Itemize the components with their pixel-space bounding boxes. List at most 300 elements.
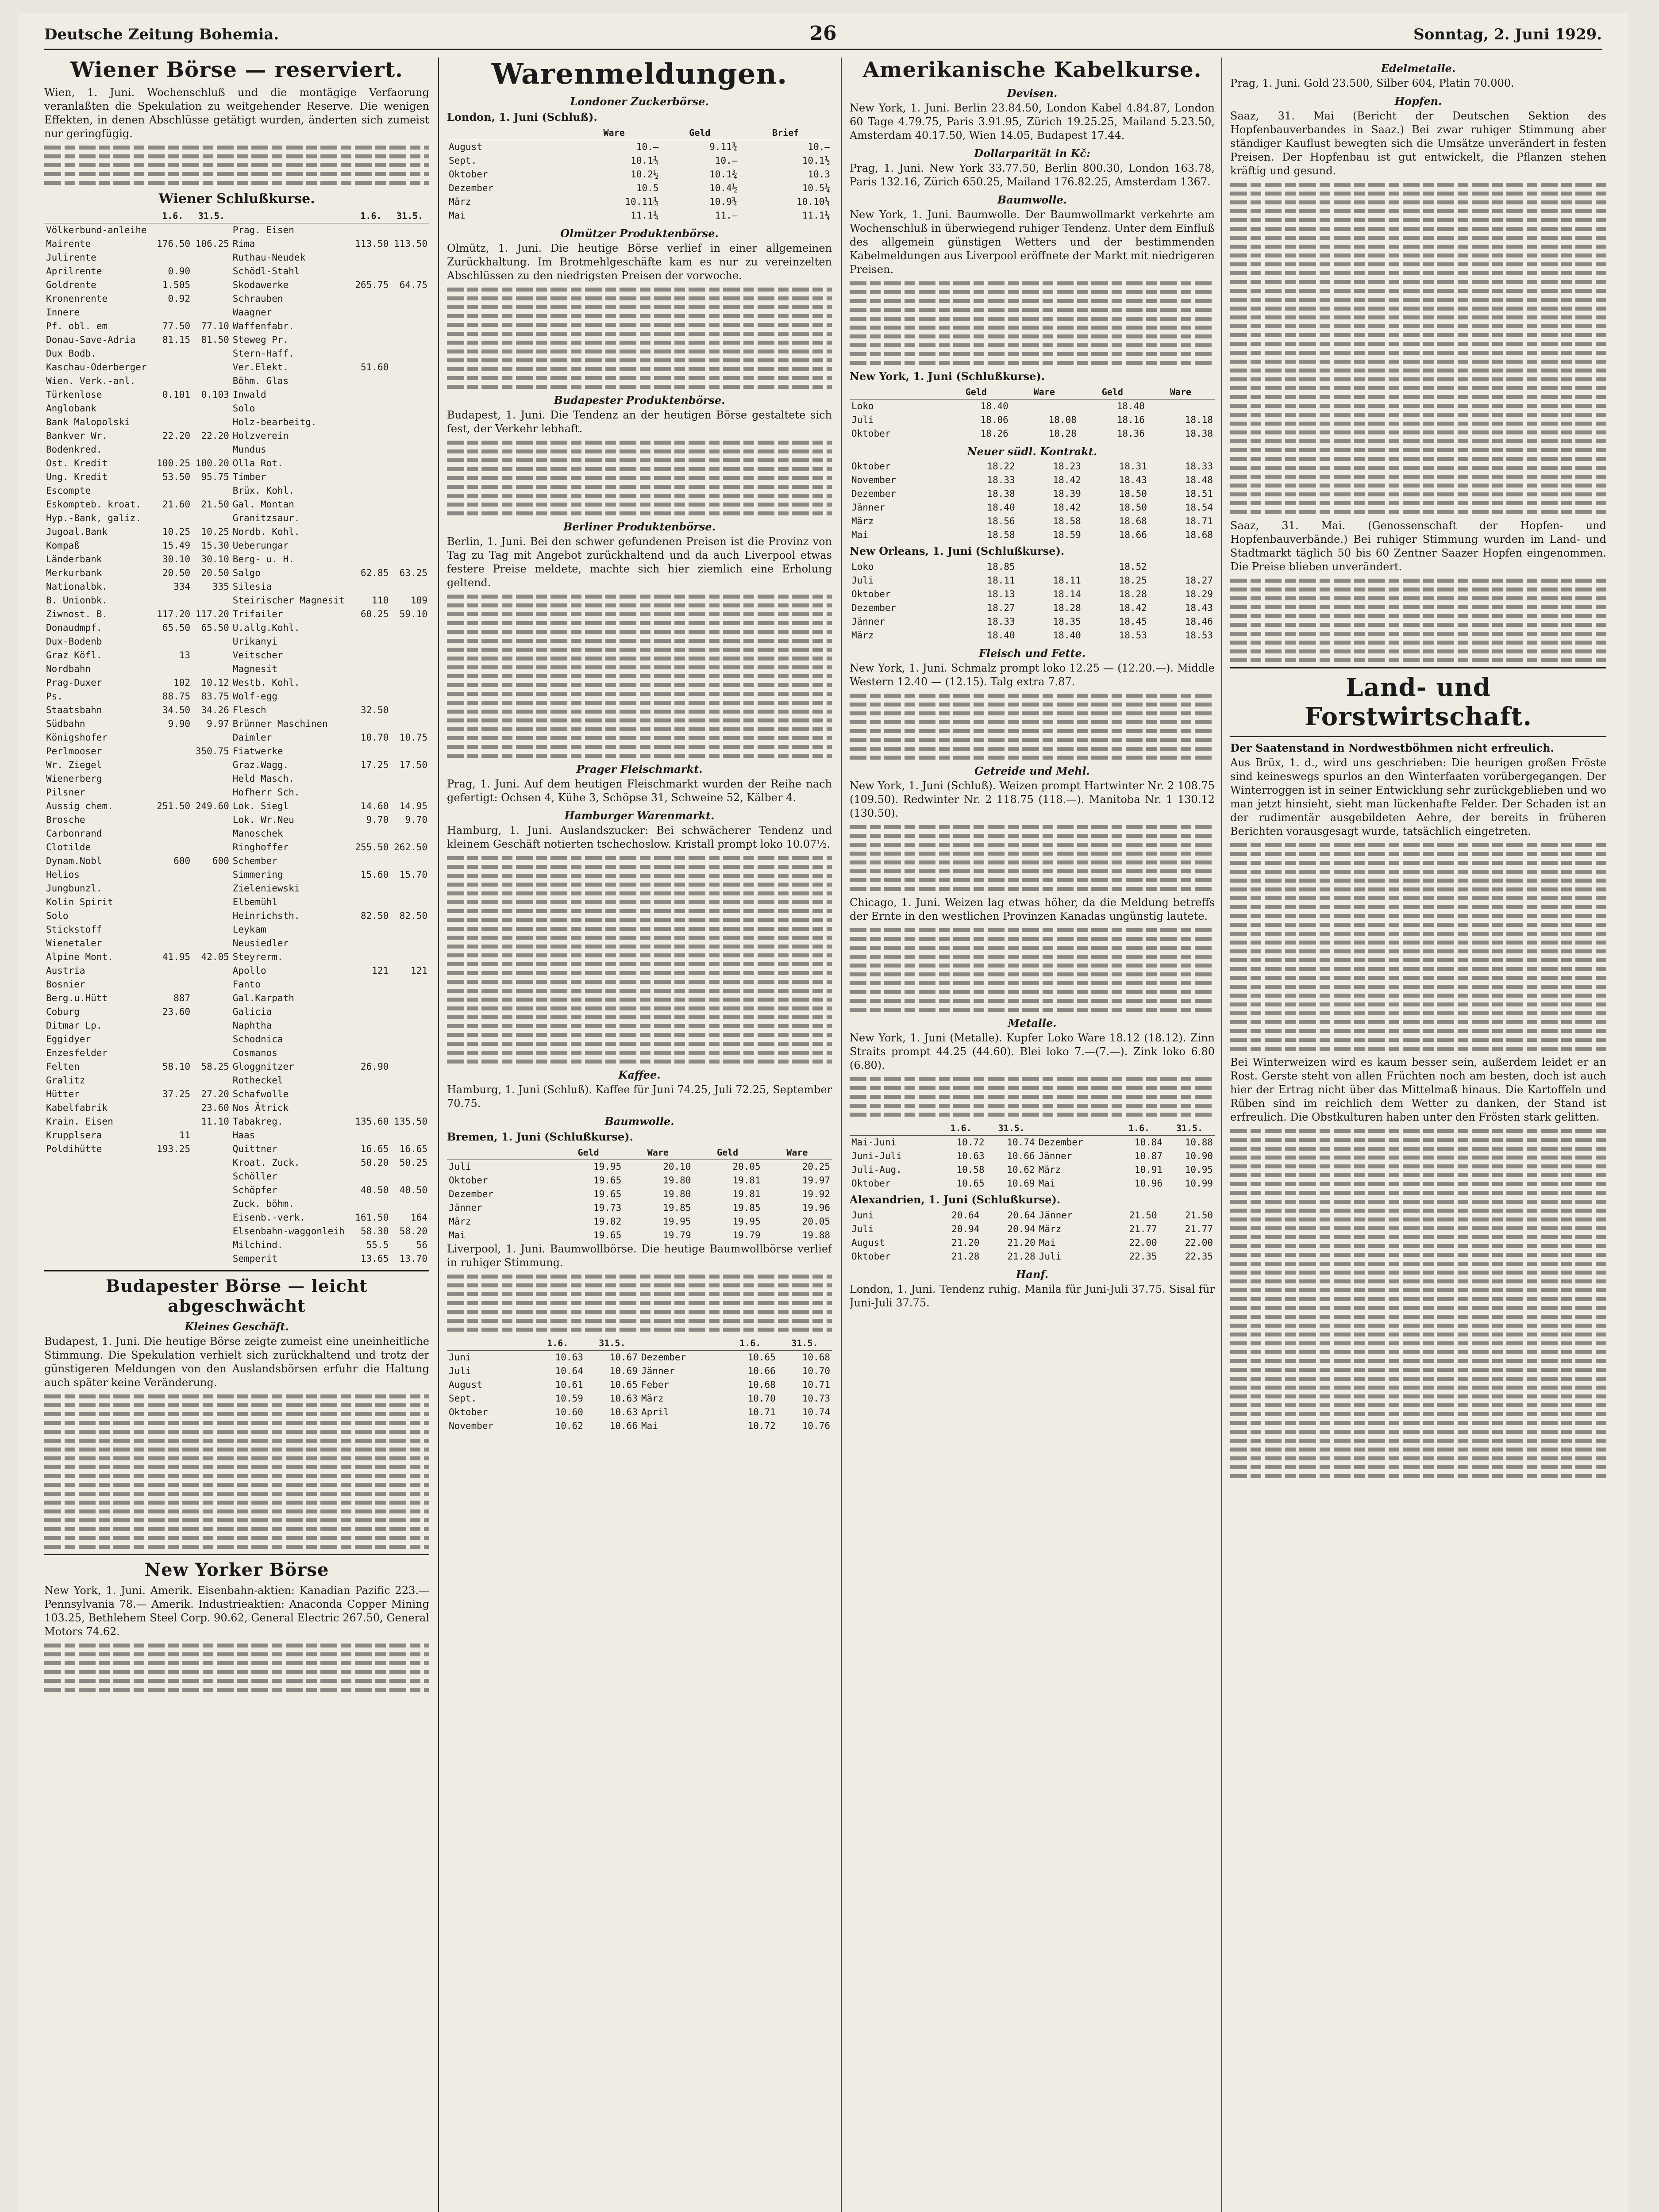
table-cell: Mundus: [232, 444, 266, 455]
hopfen-text-2: Saaz, 31. Mai. (Genossenschaft der Hopfen- und Hopfenbauverbände.) Bei ruhiger Stimmung wurden im Land- und Stadtmarkt täglich 50 bis 60 Zentner Saazer Hopfen eingenommen. Die Preise blieben unverändert.: [1230, 519, 1606, 573]
table-cell: [44, 1156, 153, 1170]
table-cell: [153, 1211, 192, 1225]
table-cell: Olla Rot.: [232, 458, 283, 469]
table-cell: [153, 882, 192, 895]
table-header-cell: 1.6.: [1114, 1121, 1164, 1136]
table-cell: [352, 553, 391, 566]
table-cell: 10.63: [956, 1151, 985, 1161]
table-row: [44, 415, 429, 429]
table-cell: 20.50: [201, 568, 229, 578]
table-cell: [390, 1197, 429, 1211]
table-cell: 22.00: [1185, 1237, 1213, 1248]
table-cell: [352, 443, 391, 457]
table-cell: 13.70: [399, 1253, 427, 1264]
table-cell: 10.12: [201, 677, 229, 688]
table-cell: [390, 854, 429, 868]
table-cell: Juni-Juli: [851, 1151, 902, 1161]
table-cell: Jänner: [1038, 1151, 1072, 1161]
table-cell: [44, 1197, 153, 1211]
table-cell: 18.28: [1119, 589, 1147, 599]
table-cell: Wienerberg: [46, 773, 102, 784]
masthead-paper-name: Deutsche Zeitung Bohemia.: [44, 26, 279, 43]
table-row: [44, 374, 429, 388]
table-cell: [390, 415, 429, 429]
table-cell: 21.28: [1007, 1251, 1035, 1262]
table-row: [44, 553, 429, 566]
table-cell: 19.79: [732, 1230, 761, 1240]
column-wiener-boerse: [44, 58, 429, 2212]
table-cell: Zieleniewski: [232, 883, 300, 894]
table-cell: 121: [372, 965, 389, 976]
table-row: [44, 813, 429, 827]
table-row: [447, 1174, 832, 1187]
text-filler: [850, 825, 1215, 891]
hamburger-warenmarkt-text: Hamburg, 1. Juni. Auslandszucker: Bei schwächerer Tendenz und kleinem Geschäft notierten tschechoslow. Kristall prompt loko 10.07½.: [447, 824, 832, 850]
table-cell: Sept.: [449, 1393, 477, 1404]
table-cell: 34.50: [162, 705, 191, 715]
table-cell: [153, 813, 192, 827]
table-cell: 18.53: [1119, 630, 1147, 641]
table-cell: 164: [411, 1212, 427, 1223]
table-cell: 83.75: [201, 691, 229, 702]
table-cell: 18.52: [1119, 561, 1147, 572]
table-cell: 20.25: [802, 1161, 830, 1172]
table-cell: [153, 1046, 192, 1060]
table-cell: 335: [212, 581, 229, 592]
table-cell: Neusiedler: [232, 938, 289, 949]
table-cell: 10.87: [1134, 1151, 1163, 1161]
table-row: [44, 758, 429, 772]
table-cell: 10.72: [956, 1137, 985, 1148]
table-cell: [192, 635, 231, 649]
table-row: [44, 251, 429, 265]
table-row: [850, 473, 1215, 487]
table-cell: [390, 635, 429, 649]
table-cell: [192, 649, 231, 662]
table-cell: [352, 1005, 391, 1019]
table-row: [44, 937, 429, 950]
table-cell: 11.1¾: [631, 210, 659, 221]
table-cell: [352, 429, 391, 443]
table-cell: 14.60: [361, 801, 389, 811]
table-cell: März: [641, 1393, 664, 1404]
table-cell: 18.31: [1119, 461, 1147, 472]
table-row: [44, 429, 429, 443]
table-row: [44, 621, 429, 635]
table-row: [44, 278, 429, 292]
table-cell: [352, 621, 391, 635]
table-header-cell: Geld: [1078, 385, 1147, 399]
table-cell: 135.60: [355, 1116, 389, 1127]
table-cell: [192, 511, 231, 525]
table-row: [850, 413, 1215, 427]
table-cell: 21.20: [951, 1237, 980, 1248]
table-cell: 22.00: [1129, 1237, 1157, 1248]
table-cell: Enzesfelder: [46, 1048, 108, 1058]
table-cell: [352, 1046, 391, 1060]
table-cell: Aussig chem.: [46, 801, 113, 811]
table-cell: Oktober: [851, 1178, 891, 1189]
table-row: [44, 566, 429, 580]
table-cell: [352, 511, 391, 525]
table-cell: [390, 511, 429, 525]
table-cell: Austria: [46, 965, 85, 976]
table-cell: 81.15: [162, 334, 191, 345]
table-row: [44, 1129, 429, 1142]
table-cell: 10.3: [808, 169, 830, 180]
table-row: [850, 588, 1215, 601]
table-cell: [192, 594, 231, 607]
table-cell: 22.35: [1185, 1251, 1213, 1262]
table-row: [447, 140, 832, 154]
zucker-title: Londoner Zuckerbörse.: [570, 95, 709, 108]
table-row: [44, 484, 429, 498]
table-cell: Milchind.: [232, 1240, 283, 1250]
table-cell: 19.81: [732, 1189, 761, 1199]
text-filler: [447, 288, 832, 389]
table-cell: 262.50: [394, 842, 427, 853]
table-cell: 20.05: [732, 1161, 761, 1172]
table-row: [447, 1378, 832, 1392]
table-cell: [352, 827, 391, 841]
table-header-cell: 1.6.: [936, 1121, 986, 1136]
table-cell: 10.66: [609, 1421, 638, 1431]
table-cell: [352, 580, 391, 594]
table-row: [44, 690, 429, 703]
table-cell: 88.75: [162, 691, 191, 702]
table-cell: [44, 1238, 153, 1252]
table-cell: 15.30: [201, 540, 229, 551]
table-cell: [352, 457, 391, 470]
table-cell: 9.90: [168, 718, 191, 729]
table-cell: 10.71: [747, 1407, 776, 1417]
table-cell: Ver.Elekt.: [232, 362, 289, 373]
table-row: [44, 895, 429, 909]
table-cell: 102: [173, 677, 191, 688]
baumwolle-title: Baumwolle.: [604, 1115, 674, 1128]
table-cell: 10.65: [747, 1352, 776, 1363]
table-cell: Kompaß: [46, 540, 80, 551]
table-cell: 10.60: [555, 1407, 583, 1417]
table-cell: Eskompteb. kroat.: [46, 499, 141, 510]
table-cell: Ziwnost. B.: [46, 609, 108, 619]
table-cell: 10.70: [361, 732, 389, 743]
table-cell: Oktober: [449, 169, 488, 180]
section-title-wiener-boerse: Wiener Börse — reserviert.: [70, 58, 403, 82]
table-cell: 21.20: [1007, 1237, 1035, 1248]
table-row: [850, 1136, 1215, 1150]
table-cell: [390, 402, 429, 415]
table-cell: 21.77: [1185, 1224, 1213, 1234]
table-cell: [390, 306, 429, 319]
table-cell: 10.64: [555, 1366, 583, 1376]
table-cell: 18.16: [1116, 415, 1145, 425]
table-header-cell: Ware: [1010, 385, 1078, 399]
table-header-cell: Ware: [762, 1146, 832, 1160]
table-title-wiener-schlusskurse: Wiener Schlußkurse.: [158, 191, 315, 207]
table-cell: [390, 470, 429, 484]
table-cell: Jungbunzl.: [46, 883, 102, 894]
table-cell: 18.54: [1185, 502, 1213, 513]
table-row: [44, 1074, 429, 1087]
table-cell: [153, 1019, 192, 1033]
table-cell: [192, 292, 231, 306]
table-cell: [390, 443, 429, 457]
table-cell: 9.70: [366, 814, 389, 825]
table-cell: Manoschek: [232, 828, 283, 839]
table-cell: 18.40: [980, 401, 1008, 411]
table-cell: [352, 319, 391, 333]
table-cell: Steweg Pr.: [232, 334, 289, 345]
table-cell: Holzverein: [232, 430, 289, 441]
berlin-produkten-title: Berliner Produktenbörse.: [563, 520, 716, 533]
table-cell: Gralitz: [46, 1075, 85, 1086]
table-cell: 10.63: [609, 1407, 638, 1417]
table-cell: 19.92: [802, 1189, 830, 1199]
table-cell: [390, 991, 429, 1005]
table-cell: 18.58: [1053, 516, 1081, 526]
table-cell: [390, 223, 429, 238]
table-cell: 19.82: [593, 1216, 622, 1227]
table-cell: Schodnica: [232, 1034, 283, 1045]
table-cell: Wienetaler: [46, 938, 102, 949]
table-cell: Mai: [449, 1230, 466, 1240]
alexandrien-table: [850, 1209, 1215, 1263]
table-cell: Steirischer Magnesit: [232, 595, 345, 606]
table-header-cell: [447, 1336, 531, 1351]
table-cell: [352, 525, 391, 539]
table-cell: 32.50: [361, 705, 389, 715]
table-row: [44, 1087, 429, 1101]
table-cell: Eggidyer: [46, 1034, 91, 1045]
table-cell: Wr. Ziegel: [46, 760, 102, 770]
kontrakt-title: Neuer südl. Kontrakt.: [967, 445, 1097, 458]
table-cell: 19.79: [663, 1230, 691, 1240]
table-cell: Quittner: [232, 1144, 277, 1154]
table-cell: Oktober: [851, 428, 891, 439]
table-cell: [153, 868, 192, 882]
table-cell: [192, 1252, 231, 1266]
budapester-boerse-subtitle: Kleines Geschäft.: [185, 1320, 289, 1333]
table-row: [44, 703, 429, 717]
table-cell: [153, 511, 192, 525]
table-cell: 10.25: [162, 526, 191, 537]
table-cell: 10.1½: [802, 155, 830, 166]
table-cell: Schrauben: [232, 293, 283, 304]
table-cell: [390, 1060, 429, 1074]
table-cell: 109: [411, 595, 427, 606]
table-header-cell: [850, 385, 942, 399]
table-cell: 16.65: [361, 1144, 389, 1154]
prager-fleischmarkt-text: Prag, 1. Juni. Auf dem heutigen Fleischmarkt wurden der Reihe nach gefertigt: Ochsen 4, Kühe 3, Schöpse 31, Schweine 52, Kälber 4.: [447, 778, 832, 804]
table-cell: [192, 1019, 231, 1033]
table-cell: Ps.: [46, 691, 63, 702]
table-cell: [153, 361, 192, 374]
table-cell: August: [851, 1237, 885, 1248]
table-cell: 65.50: [201, 622, 229, 633]
table-cell: 135.50: [394, 1116, 427, 1127]
table-row: [850, 560, 1215, 574]
table-row: [447, 209, 832, 223]
table-cell: [390, 484, 429, 498]
table-cell: Veitscher: [232, 650, 283, 661]
table-cell: 18.33: [1185, 461, 1213, 472]
table-cell: 10.9¾: [709, 196, 738, 207]
new-orleans-dateline: New Orleans, 1. Juni (Schlußkurse).: [850, 545, 1065, 557]
table-cell: Ringhoffer: [232, 842, 289, 853]
table-cell: Nationalbk.: [46, 581, 108, 592]
table-cell: Semperit: [232, 1253, 277, 1264]
table-cell: Holz-bearbeitg.: [232, 417, 317, 427]
table-cell: 19.95: [593, 1161, 622, 1172]
table-cell: 42.05: [201, 952, 229, 962]
land-text: Aus Brüx, 1. d., wird uns geschrieben: Die heurigen großen Fröste sind keineswegs spurlos an den Winterfaaten vorübergegangen. Der Winterroggen ist in seiner Entwicklung sehr zurückgeblieben und wo man jetzt hinsieht, sieht man lückenhafte Felder. Der Schaden ist an der rudimentär ausgebildeten Aehre, der bereits in früheren Berichten vorausgesagt wurde, tatsächlich eingetreten.: [1230, 757, 1606, 837]
table-cell: Gal. Montan: [232, 499, 294, 510]
kaffee-title: Kaffee.: [618, 1068, 661, 1081]
table-cell: Gal.Karpath: [232, 993, 294, 1003]
table-row: [44, 498, 429, 511]
table-cell: 255.50: [355, 842, 389, 853]
devisen-text: New York, 1. Juni. Berlin 23.84.50, London Kabel 4.84.87, London 60 Tage 4.79.75, Paris 3.91.95, Zürich 19.25.25, Mailand 5.23.50, Amsterdam 40.17.50, Wien 14.05, Budapest 17.44.: [850, 102, 1215, 142]
budapest-produkten-text: Budapest, 1. Juni. Die Tendenz an der heutigen Börse gestaltete sich fest, der Verkehr lebhaft.: [447, 409, 832, 435]
table-cell: 18.59: [1053, 530, 1081, 540]
table-cell: Dezember: [449, 1189, 494, 1199]
table-cell: 10.88: [1185, 1137, 1213, 1148]
newspaper-page: [18, 13, 1628, 2212]
table-row: [44, 1156, 429, 1170]
table-cell: 18.40: [987, 630, 1015, 641]
table-header-cell: [44, 209, 153, 223]
table-cell: [352, 717, 391, 731]
table-cell: [153, 1252, 192, 1266]
table-cell: 110: [372, 595, 389, 606]
dollar-paritaet-text: Prag, 1. Juni. New York 33.77.50, Berlin 800.30, London 163.78, Paris 132.16, Zürich 650.25, Mailand 176.82.25, Amsterdam 1367.: [850, 162, 1215, 188]
table-cell: 56: [416, 1240, 427, 1250]
table-row: [447, 1187, 832, 1201]
table-cell: Dezember: [1038, 1137, 1083, 1148]
table-cell: [192, 278, 231, 292]
table-cell: [390, 525, 429, 539]
table-cell: Juni: [851, 1210, 874, 1221]
table-row: [44, 1211, 429, 1225]
table-header-cell: Brief: [739, 126, 832, 140]
table-cell: Schöller: [232, 1171, 277, 1182]
table-cell: Mai: [641, 1421, 658, 1431]
table-cell: 10.10¼: [797, 196, 830, 207]
table-cell: [192, 895, 231, 909]
table-cell: [44, 1211, 153, 1225]
table-cell: [192, 1033, 231, 1046]
table-cell: [153, 1074, 192, 1087]
table-header-cell: 1.6.: [153, 209, 192, 223]
table-cell: [192, 964, 231, 978]
table-cell: 18.14: [1053, 589, 1081, 599]
table-cell: 30.10: [201, 554, 229, 565]
table-cell: März: [449, 1216, 471, 1227]
table-cell: Alpine Mont.: [46, 952, 113, 962]
table-row: [44, 635, 429, 649]
table-row: [44, 909, 429, 923]
table-cell: [390, 361, 429, 374]
table-cell: 18.71: [1185, 516, 1213, 526]
new-orleans-table: [850, 560, 1215, 642]
table-cell: Kabelfabrik: [46, 1102, 108, 1113]
table-cell: Apollo: [232, 965, 266, 976]
table-cell: Juli: [851, 1224, 874, 1234]
table-cell: Jänner: [449, 1202, 482, 1213]
table-row: [44, 1005, 429, 1019]
masthead-date: Sonntag, 2. Juni 1929.: [1413, 26, 1602, 43]
table-cell: [352, 347, 391, 361]
table-cell: [390, 429, 429, 443]
table-cell: [192, 374, 231, 388]
table-cell: 18.53: [1185, 630, 1213, 641]
table-cell: Dux Bodb.: [46, 348, 96, 359]
column-rule: [1221, 58, 1222, 2212]
table-row: [44, 319, 429, 333]
table-cell: 18.48: [1185, 475, 1213, 485]
table-cell: 58.20: [399, 1226, 427, 1237]
table-cell: Bank Malopolski: [46, 417, 130, 427]
table-cell: [352, 374, 391, 388]
table-header-cell: 31.5.: [585, 1336, 639, 1351]
table-cell: [352, 991, 391, 1005]
table-cell: [352, 306, 391, 319]
table-cell: Waagner: [232, 307, 272, 318]
table-cell: 18.39: [1053, 488, 1081, 499]
table-row: [44, 1170, 429, 1183]
table-cell: Wien. Verk.-anl.: [46, 376, 136, 386]
table-cell: April: [641, 1407, 670, 1417]
table-cell: [352, 1019, 391, 1033]
table-cell: 13.65: [361, 1253, 389, 1264]
table-cell: [390, 621, 429, 635]
table-cell: [192, 1129, 231, 1142]
table-header-cell: Geld: [693, 1146, 762, 1160]
budapester-boerse-text: Budapest, 1. Juni. Die heutige Börse zeigte zumeist eine uneinheitliche Stimmung. Die Spekulation verhielt sich zurückhaltend und trotz der günstigeren Meldungen von den Auslandsbörsen erfuhr die Haltung auch später keine Veränderung.: [44, 1335, 429, 1389]
table-cell: [390, 937, 429, 950]
liverpool-text: Liverpool, 1. Juni. Baumwollbörse. Die heutige Baumwollbörse verlief in ruhiger Stimmung.: [447, 1243, 832, 1269]
hamburger-warenmarkt-title: Hamburger Warenmarkt.: [564, 809, 715, 822]
table-row: [44, 265, 429, 278]
table-cell: [153, 1101, 192, 1115]
table-cell: 10.4½: [709, 183, 738, 193]
table-cell: Skodawerke: [232, 280, 289, 290]
table-cell: [153, 443, 192, 457]
table-row: [44, 347, 429, 361]
new-yorker-boerse-text: New York, 1. Juni. Amerik. Eisenbahn-aktien: Kanadian Pazific 223.— Pennsylvania 78.— Amerik. Industrieaktien: Anaconda Copper Mining 103.25, Bethlehem Steel Corp. 90.62, General Electric 267.50, General Motors 74.62.: [44, 1584, 429, 1638]
table-row: [447, 195, 832, 209]
table-cell: Urikanyi: [232, 636, 277, 647]
table-row: [44, 292, 429, 306]
table-cell: [390, 333, 429, 347]
table-cell: 30.10: [162, 554, 191, 565]
table-row: [44, 1019, 429, 1033]
table-row: [44, 1060, 429, 1074]
table-cell: 26.90: [361, 1061, 389, 1072]
table-cell: 20.05: [802, 1216, 830, 1227]
table-cell: 600: [173, 856, 191, 866]
table-cell: [352, 470, 391, 484]
table-cell: [153, 374, 192, 388]
table-cell: Escompte: [46, 485, 91, 496]
table-cell: 18.42: [1053, 502, 1081, 513]
table-cell: Schember: [232, 856, 277, 866]
table-cell: [153, 1197, 192, 1211]
getreide-text: New York, 1. Juni (Schluß). Weizen prompt Hartwinter Nr. 2 108.75 (109.50). Redwinter Nr. 2 118.75 (118.—). Manitoba Nr. 1 130.12 (130.50).: [850, 780, 1215, 819]
table-cell: [352, 415, 391, 429]
table-cell: [192, 882, 231, 895]
